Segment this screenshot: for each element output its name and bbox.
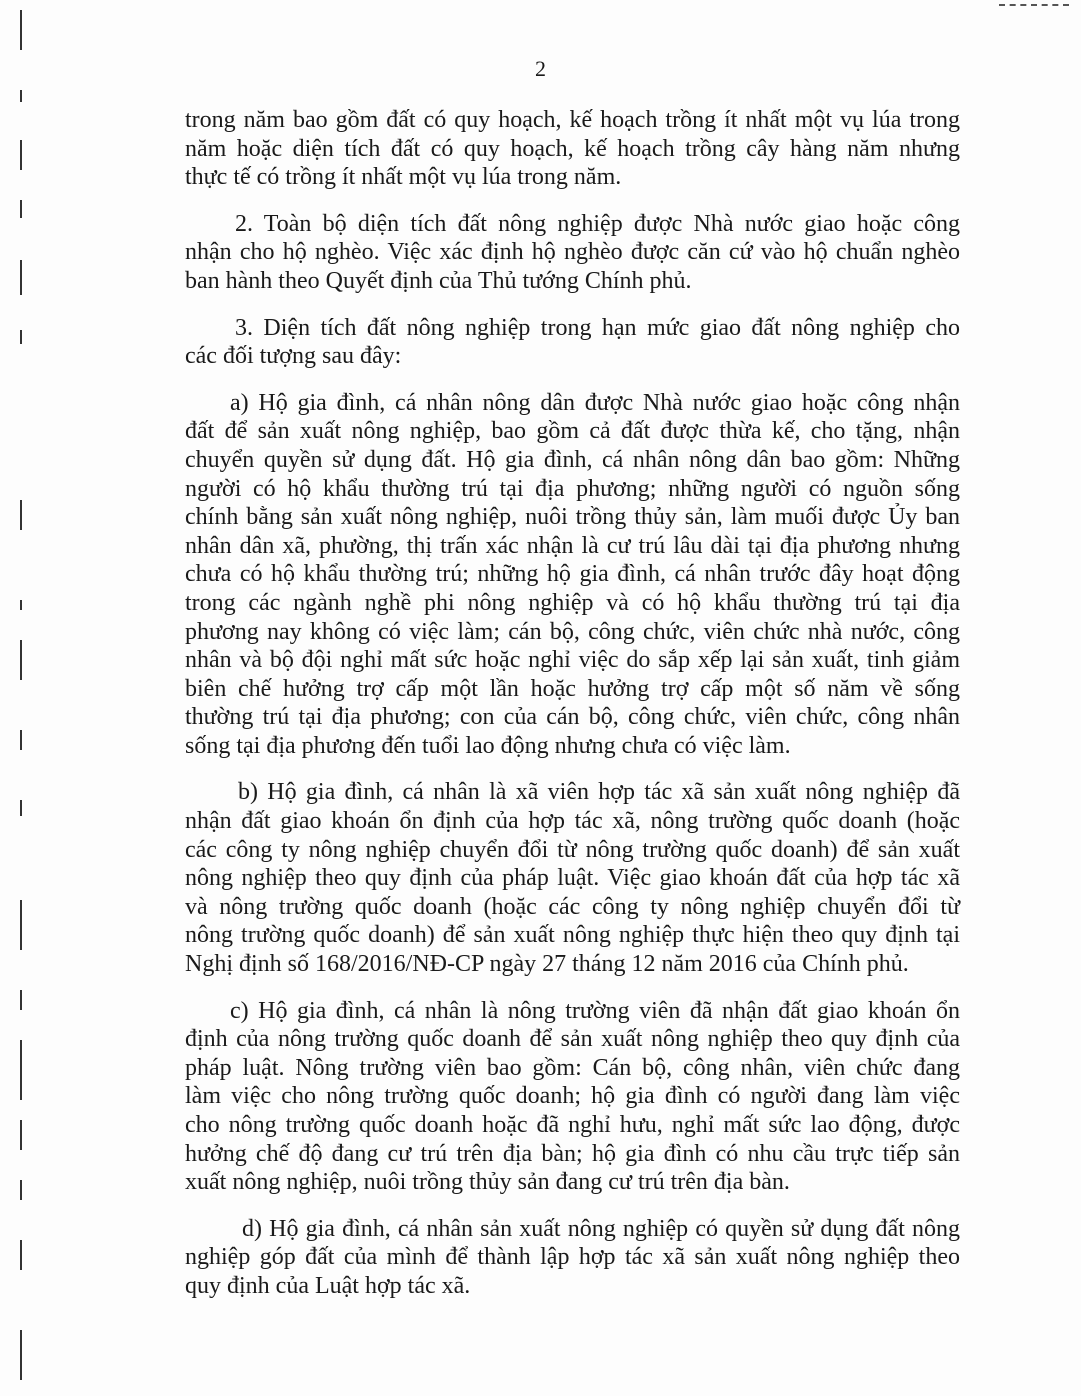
paragraph-item-3 <box>185 314 960 371</box>
text-line: chuyển quyền sử dụng đất. Hộ gia đình, cá nhân nông dân bao gồm: Những <box>185 446 960 473</box>
text-line: a) Hộ gia đình, cá nhân nông dân được Nhà nước giao hoặc công nhận <box>230 389 960 416</box>
text-line: nông trường quốc doanh) để sản xuất nông nghiệp thực hiện theo quy định tại <box>185 922 960 949</box>
text-line: thường trú tại địa phương; con của cán bộ, công chức, viên chức, công nhân <box>185 704 960 731</box>
scan-corner-mark <box>999 4 1069 8</box>
text-line: nhân dân xã, phường, thị trấn xác nhận là cư trú lâu dài tại địa phương nhưng <box>185 532 960 559</box>
text-line: người có hộ khẩu thường trú tại địa phương; những người có nguồn sống <box>185 475 960 502</box>
scan-edge-artifact <box>20 0 24 1396</box>
text-line: nhân và bộ đội nghỉ mất sức hoặc nghỉ việc do sắp xếp lại sản xuất, tinh giảm <box>185 647 960 674</box>
text-line: 2. Toàn bộ diện tích đất nông nghiệp được Nhà nước giao hoặc công <box>235 210 960 237</box>
text-line: quy định của Luật hợp tác xã. <box>185 1272 471 1299</box>
paragraph-item-b <box>185 778 960 978</box>
text-line: chính bằng sản xuất nông nghiệp, nuôi trồng thủy sản, làm muối được Ủy ban <box>185 504 960 531</box>
text-line: nhận cho hộ nghèo. Việc xác định hộ nghèo được căn cứ vào hộ chuẩn nghèo <box>185 239 960 266</box>
text-line: nghiệp góp đất của mình để thành lập hợp tác xã sản xuất nông nghiệp theo <box>185 1244 960 1271</box>
text-line: b) Hộ gia đình, cá nhân là xã viên hợp tác xã sản xuất nông nghiệp đã <box>238 779 960 806</box>
paragraph-item-2 <box>185 210 960 296</box>
text-line: biên chế hưởng trợ cấp một lần hoặc hưởng trợ cấp một số năm về sống <box>185 675 960 702</box>
text-line: làm việc cho nông trường quốc doanh; hộ gia đình có người đang làm việc <box>185 1083 960 1110</box>
text-line: phương nay không có việc làm; cán bộ, công chức, viên chức nhà nước, công <box>185 618 960 645</box>
text-line: các công ty nông nghiệp chuyển đổi từ nông trường quốc doanh) để sản xuất <box>185 836 960 863</box>
text-line: xuất nông nghiệp, nuôi trồng thủy sản đang cư trú trên địa bàn. <box>185 1169 790 1196</box>
text-line: định của nông trường quốc doanh để sản xuất nông nghiệp theo quy định của <box>185 1026 960 1053</box>
text-line: nhận đất giao khoán ổn định của hợp tác xã, nông trường quốc doanh (hoặc <box>185 808 960 835</box>
text-line: pháp luật. Nông trường viên bao gồm: Cán bộ, công nhân, viên chức đang <box>185 1054 960 1081</box>
paragraph-item-a <box>185 389 960 761</box>
text-line: 3. Diện tích đất nông nghiệp trong hạn mức giao đất nông nghiệp cho <box>235 314 960 341</box>
text-line: ban hành theo Quyết định của Thủ tướng Chính phủ. <box>185 267 692 294</box>
text-line: sống tại địa phương đến tuổi lao động nhưng chưa có việc làm. <box>185 732 791 759</box>
text-line: năm hoặc diện tích đất có quy hoạch, kế hoạch trồng cây hàng năm nhưng <box>185 135 960 162</box>
paragraph-intro <box>185 106 960 192</box>
text-line: trong năm bao gồm đất có quy hoạch, kế hoạch trồng ít nhất một vụ lúa trong <box>185 107 960 133</box>
paragraph-item-c <box>185 997 960 1197</box>
page-number: 2 <box>535 56 546 81</box>
text-line: trong các ngành nghề phi nông nghiệp và có hộ khẩu thường trú tại địa <box>185 589 960 616</box>
text-line: đất để sản xuất nông nghiệp, bao gồm cả đất được thừa kế, cho tặng, nhận <box>185 418 960 445</box>
text-line: nông nghiệp theo quy định của pháp luật. Việc giao khoán đất của hợp tác xã <box>185 865 960 892</box>
text-line: d) Hộ gia đình, cá nhân sản xuất nông nghiệp có quyền sử dụng đất nông <box>242 1215 960 1242</box>
document-body <box>185 106 960 1319</box>
text-line: hưởng chế độ đang cư trú trên địa bàn; hộ gia đình có nhu cầu trực tiếp sản <box>185 1140 960 1167</box>
text-line: c) Hộ gia đình, cá nhân là nông trường viên đã nhận đất giao khoán ổn <box>230 997 960 1024</box>
paragraph-item-d <box>185 1215 960 1301</box>
text-line: và nông trường quốc doanh (hoặc các công ty nông nghiệp chuyển đổi từ <box>185 893 960 920</box>
text-line: thực tế có trồng ít nhất một vụ lúa trong năm. <box>185 164 622 191</box>
text-line: Nghị định số 168/2016/NĐ-CP ngày 27 tháng 12 năm 2016 của Chính phủ. <box>185 951 909 978</box>
text-line: các đối tượng sau đây: <box>185 343 402 370</box>
text-line: chưa có hộ khẩu thường trú; những hộ gia đình, cá nhân trước đây hoạt động <box>185 561 960 588</box>
text-line: cho nông trường quốc doanh hoặc đã nghỉ hưu, nghỉ mất sức lao động, được <box>185 1112 960 1138</box>
